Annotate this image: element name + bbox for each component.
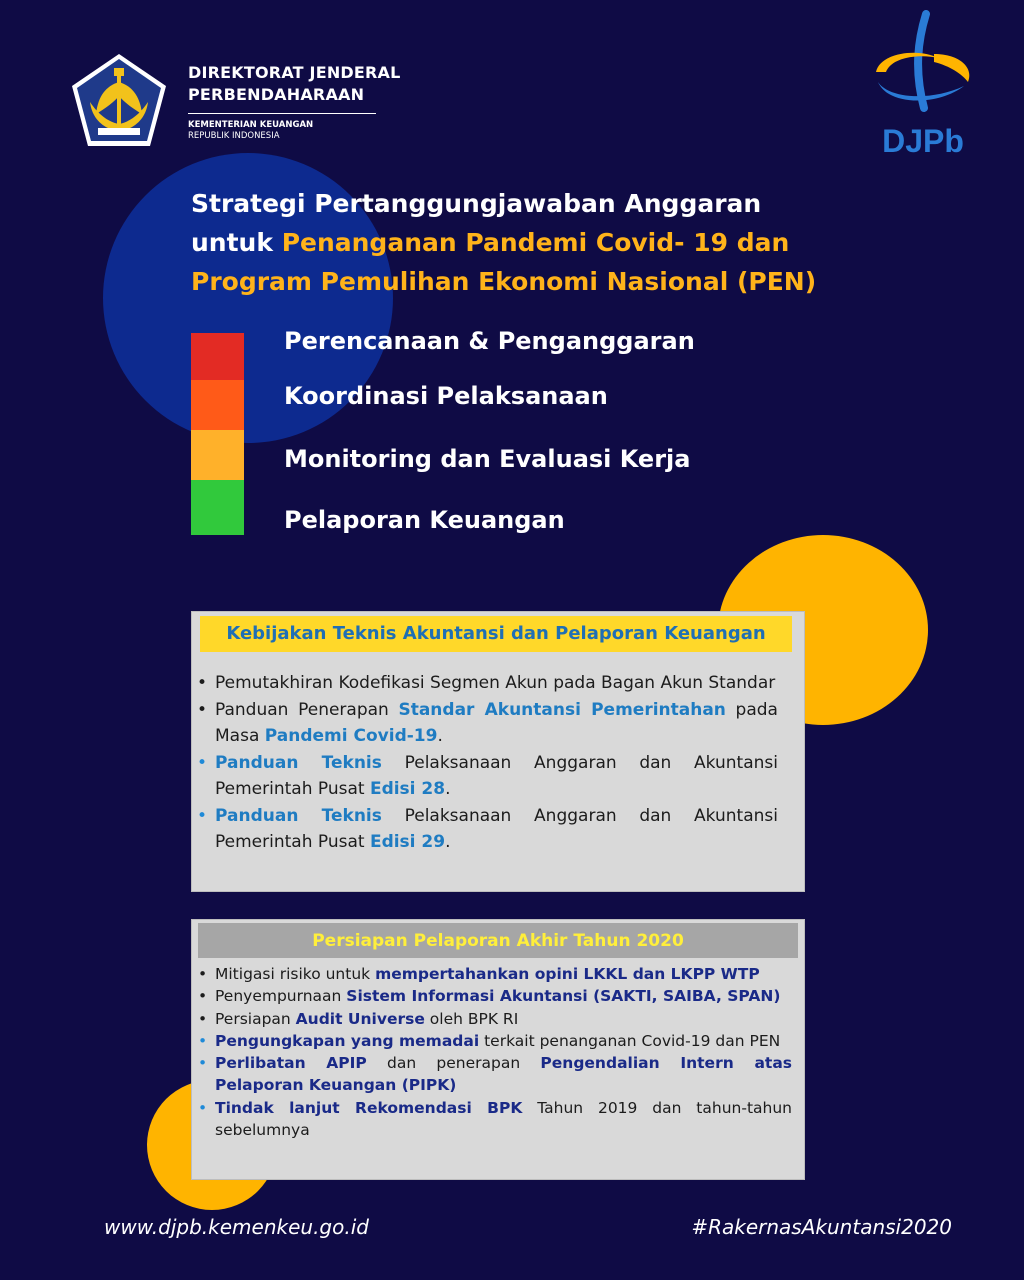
list-item-emphasis: Sistem Informasi Akuntansi (SAKTI, SAIBA, SPAN) bbox=[346, 987, 781, 1006]
djpb-brand-logo bbox=[868, 10, 978, 160]
title-line2-highlight: Penanganan Pandemi Covid- 19 dan bbox=[281, 228, 790, 257]
year-end-reporting-box bbox=[191, 919, 805, 1180]
list-item bbox=[192, 1052, 804, 1097]
list-item-emphasis: Panduan Teknis bbox=[215, 805, 382, 826]
bullet-icon: • bbox=[198, 1031, 208, 1050]
list-item-text: Pemutakhiran Kodefikasi Segmen Akun pada Bagan Akun Standar bbox=[215, 673, 776, 693]
strategy-color-bar-amber bbox=[191, 430, 244, 480]
list-item-text: oleh BPK RI bbox=[424, 1009, 519, 1028]
ministry-line2: REPUBLIK INDONESIA bbox=[188, 131, 280, 141]
list-item-text: Pelaksanaan Anggaran dan Akuntansi Pemerintah Pusat bbox=[215, 752, 778, 799]
header-divider bbox=[188, 113, 376, 114]
list-item-emphasis: Tindak lanjut Rekomendasi BPK bbox=[215, 1098, 523, 1117]
list-item bbox=[192, 697, 804, 750]
list-item bbox=[192, 750, 804, 803]
list-item-text: . bbox=[437, 726, 443, 746]
footer-hashtag: #RakernasAkuntansi2020 bbox=[691, 1215, 952, 1239]
list-item-emphasis: Pengendalian Intern atas Pelaporan Keuangan (PIPK) bbox=[215, 1054, 792, 1095]
list-item bbox=[192, 1008, 804, 1030]
strategy-color-bar-red bbox=[191, 333, 244, 380]
technical-policy-list bbox=[192, 670, 804, 856]
list-item-text: . bbox=[445, 832, 451, 852]
list-item bbox=[192, 963, 804, 985]
strategy-color-bar-orange bbox=[191, 380, 244, 430]
year-end-reporting-header: Persiapan Pelaporan Akhir Tahun 2020 bbox=[198, 923, 798, 958]
list-item-emphasis: Edisi 29 bbox=[369, 832, 446, 852]
strategy-item: Pelaporan Keuangan bbox=[284, 506, 565, 534]
list-item bbox=[192, 670, 804, 697]
list-item-text: Panduan Penerapan bbox=[215, 699, 399, 720]
bullet-icon: • bbox=[198, 1009, 208, 1028]
bullet-icon: • bbox=[197, 752, 208, 773]
org-name-line2: PERBENDAHARAAN bbox=[188, 85, 365, 104]
bullet-icon: • bbox=[197, 805, 208, 826]
bullet-icon: • bbox=[197, 673, 208, 693]
footer-website-url[interactable]: www.djpb.kemenkeu.go.id bbox=[104, 1215, 369, 1239]
list-item-emphasis: Standar Akuntansi Pemerintahan bbox=[398, 699, 726, 720]
list-item bbox=[192, 1030, 804, 1052]
list-item bbox=[192, 985, 804, 1007]
strategy-item: Monitoring dan Evaluasi Kerja bbox=[284, 445, 691, 473]
list-item-text: Persiapan bbox=[215, 1009, 296, 1028]
list-item-emphasis: Audit Universe bbox=[295, 1009, 425, 1028]
list-item-text: pada Masa bbox=[215, 699, 778, 746]
bullet-icon: • bbox=[198, 1098, 208, 1117]
list-item-text: Mitigasi risiko untuk bbox=[215, 965, 376, 983]
list-item-text: dan penerapan bbox=[366, 1054, 541, 1073]
kemenkeu-emblem-logo bbox=[68, 52, 170, 150]
strategy-item: Perencanaan & Penganggaran bbox=[284, 327, 695, 355]
page-title bbox=[191, 184, 991, 301]
bullet-icon: • bbox=[198, 965, 208, 983]
djpb-logo-text: DJPb bbox=[882, 123, 964, 159]
bullet-icon: • bbox=[198, 1054, 208, 1073]
bullet-icon: • bbox=[198, 987, 208, 1006]
list-item-text: Pelaksanaan Anggaran dan Akuntansi Pemerintah Pusat bbox=[215, 805, 778, 852]
org-name-line1: DIREKTORAT JENDERAL bbox=[188, 63, 401, 82]
list-item-emphasis: mempertahankan opini LKKL dan LKPP WTP bbox=[375, 965, 760, 983]
list-item-text: . bbox=[445, 779, 451, 799]
title-line2 bbox=[191, 223, 991, 262]
ministry-name bbox=[188, 120, 313, 142]
list-item bbox=[192, 803, 804, 856]
list-item-text: terkait penanganan Covid-19 dan PEN bbox=[479, 1031, 781, 1050]
title-line1: Strategi Pertanggungjawaban Anggaran bbox=[191, 189, 762, 218]
list-item-emphasis: Panduan Teknis bbox=[215, 752, 382, 773]
strategy-item: Koordinasi Pelaksanaan bbox=[284, 382, 608, 410]
strategy-color-bar-green bbox=[191, 480, 244, 535]
technical-policy-box bbox=[191, 611, 805, 892]
list-item-emphasis: Edisi 28 bbox=[369, 779, 446, 799]
list-item-emphasis: Pengungkapan yang memadai bbox=[215, 1031, 480, 1050]
technical-policy-header: Kebijakan Teknis Akuntansi dan Pelaporan Keuangan bbox=[200, 616, 792, 652]
list-item-text: Penyempurnaan bbox=[215, 987, 347, 1006]
title-line2-prefix: untuk bbox=[191, 228, 282, 257]
ministry-line1: KEMENTERIAN KEUANGAN bbox=[188, 120, 314, 130]
list-item-emphasis: Perlibatan APIP bbox=[215, 1054, 367, 1073]
year-end-reporting-list bbox=[192, 963, 804, 1141]
list-item bbox=[192, 1097, 804, 1142]
bullet-icon: • bbox=[197, 699, 208, 720]
list-item-text: Tahun 2019 dan tahun-tahun sebelumnya bbox=[215, 1098, 792, 1140]
list-item-emphasis: Pandemi Covid-19 bbox=[264, 726, 438, 746]
organization-name bbox=[188, 62, 401, 106]
title-line3: Program Pemulihan Ekonomi Nasional (PEN) bbox=[191, 267, 817, 296]
